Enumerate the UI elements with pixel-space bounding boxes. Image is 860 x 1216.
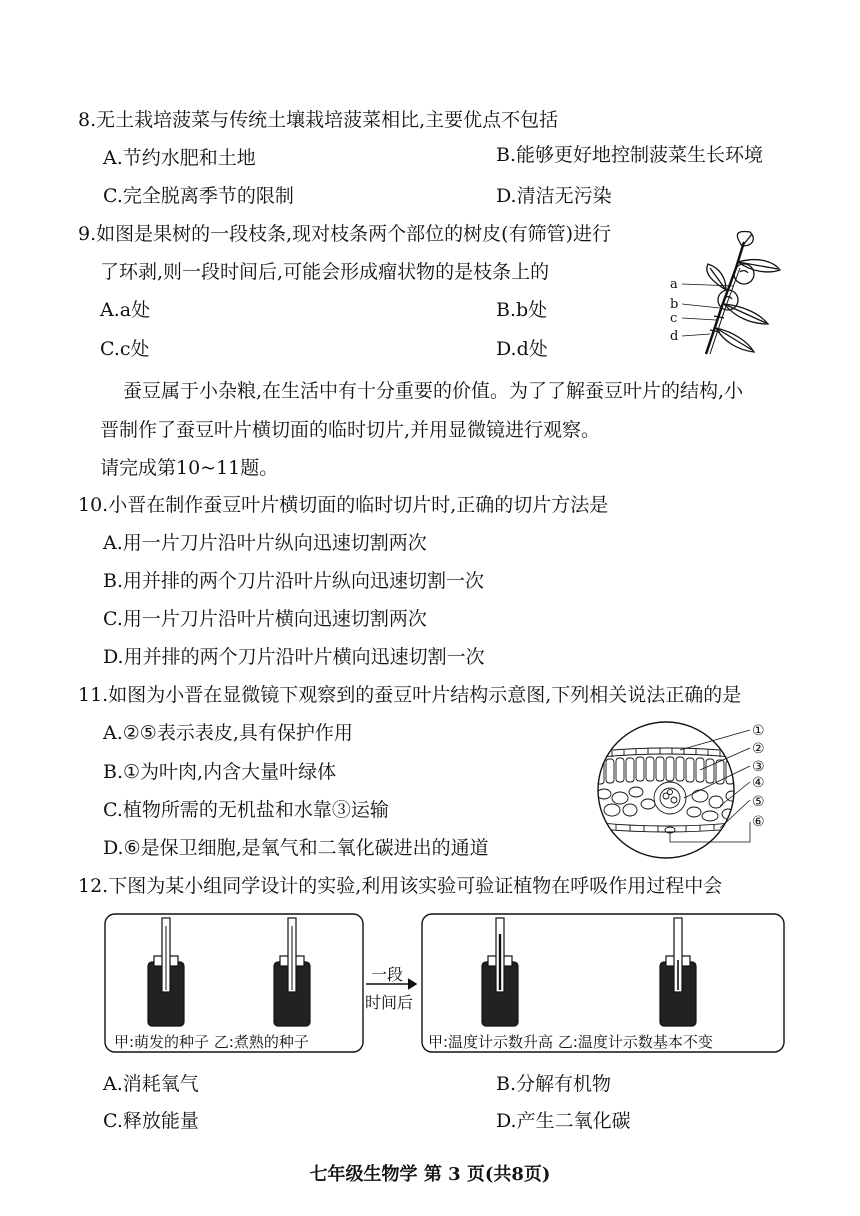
q11-option-b: B.①为叶肉,内含大量叶绿体: [103, 761, 337, 783]
leaf-label-5: ⑤: [752, 794, 765, 810]
q11-option-d: D.⑥是保卫细胞,是氧气和二氧化碳进出的通道: [103, 837, 489, 859]
q9-option-a: A.a处: [100, 299, 151, 321]
q9-stem-line1: 9.如图是果树的一段枝条,现对枝条两个部位的树皮(有筛管)进行: [78, 223, 611, 245]
page-footer: 七年级生物学 第 3 页(共8页): [309, 1164, 551, 1185]
q8-option-c: C.完全脱离季节的限制: [103, 185, 294, 207]
branch-label-c: c: [670, 311, 678, 326]
q12-option-b: B.分解有机物: [496, 1073, 612, 1095]
leaf-label-2: ②: [752, 741, 765, 757]
q12-option-c: C.释放能量: [103, 1110, 199, 1132]
q9-option-d: D.d处: [496, 338, 548, 360]
branch-label-d: d: [670, 329, 679, 344]
q8-option-d: D.清洁无污染: [496, 185, 612, 207]
q9-option-b: B.b处: [496, 299, 548, 321]
q9-option-c: C.c处: [100, 338, 150, 360]
q9-stem-line2: 了环剥,则一段时间后,可能会形成瘤状物的是枝条上的: [100, 261, 550, 283]
passage-line2: 晋制作了蚕豆叶片横切面的临时切片,并用显微镜进行观察。: [100, 419, 601, 441]
experiment-right-caption: 甲:温度计示数升高 乙:温度计示数基本不变: [428, 1033, 713, 1051]
leaf-label-4: ④: [752, 775, 765, 791]
q10-option-a: A.用一片刀片沿叶片纵向迅速切割两次: [103, 532, 427, 554]
q10-stem: 10.小晋在制作蚕豆叶片横切面的临时切片时,正确的切片方法是: [78, 494, 609, 516]
q10-option-c: C.用一片刀片沿叶片横向迅速切割两次: [103, 608, 427, 630]
q12-option-a: A.消耗氧气: [103, 1073, 199, 1095]
branch-label-b: b: [670, 297, 679, 312]
q10-option-d: D.用并排的两个刀片沿叶片横向迅速切割一次: [103, 646, 485, 668]
passage-line3: 请完成第10~11题。: [100, 457, 279, 479]
leaf-label-6: ⑥: [752, 814, 765, 830]
experiment-arrow-top: 一段: [371, 965, 404, 984]
experiment-arrow-bottom: 时间后: [365, 993, 414, 1012]
branch-figure: [664, 228, 784, 358]
passage-line1: 蚕豆属于小杂粮,在生活中有十分重要的价值。为了了解蚕豆叶片的结构,小: [123, 380, 744, 402]
q8-option-a: A.节约水肥和土地: [103, 147, 256, 169]
q12-option-d: D.产生二氧化碳: [496, 1110, 631, 1132]
q12-stem: 12.下图为某小组同学设计的实验,利用该实验可验证植物在呼吸作用过程中会: [78, 875, 723, 897]
branch-label-a: a: [670, 277, 678, 292]
q11-option-c: C.植物所需的无机盐和水靠③运输: [103, 799, 389, 821]
q8-option-b: B.能够更好地控制菠菜生长环境: [496, 144, 764, 166]
q8-stem: 8.无土栽培菠菜与传统土壤栽培菠菜相比,主要优点不包括: [78, 109, 559, 131]
leaf-section-figure: [590, 718, 776, 866]
leaf-label-1: ①: [752, 723, 765, 739]
q10-option-b: B.用并排的两个刀片沿叶片纵向迅速切割一次: [103, 570, 485, 592]
q11-option-a: A.②⑤表示表皮,具有保护作用: [103, 722, 353, 744]
q11-stem: 11.如图为小晋在显微镜下观察到的蚕豆叶片结构示意图,下列相关说法正确的是: [78, 684, 742, 706]
experiment-left-caption: 甲:萌发的种子 乙:煮熟的种子: [114, 1033, 309, 1051]
leaf-label-3: ③: [752, 759, 765, 775]
